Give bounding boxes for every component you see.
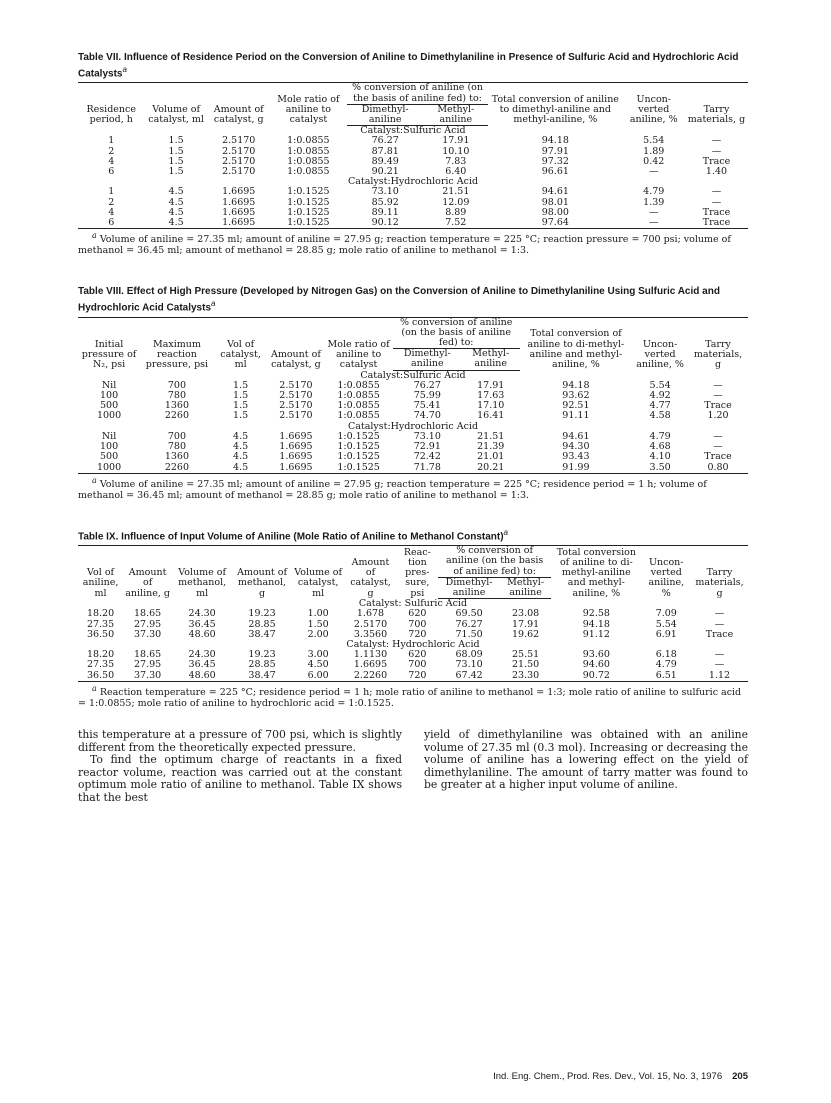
table-cell: 1:0.1525 <box>337 441 380 453</box>
table-cell: 700 <box>167 379 187 391</box>
catalyst-label: Catalyst:Hydrochloric Acid <box>347 420 479 432</box>
table-row <box>78 463 748 474</box>
table-cell: 36.50 <box>78 671 123 682</box>
table-cell: 92.51 <box>562 400 590 412</box>
table-cell: 1:0.0855 <box>287 145 330 157</box>
table-cell: — <box>711 196 722 208</box>
group-header: % conversion of aniline (on the basis of aniline fed) to: <box>347 83 488 104</box>
body-text <box>78 729 748 805</box>
table-cell: 23.08 <box>511 608 540 620</box>
table-cell: 2.5170 <box>279 410 313 422</box>
table-cell: 1.89 <box>643 145 665 157</box>
table-cell: 4.10 <box>649 451 671 463</box>
table-cell: 1:0.1525 <box>324 463 392 474</box>
col-header: Volume of methanol, ml <box>172 546 232 599</box>
col-header: Amount of catalyst, g <box>208 83 270 126</box>
table-cell: 720 <box>397 671 439 682</box>
table-cell: 6.51 <box>642 671 691 682</box>
table-cell: 19.62 <box>511 628 540 640</box>
table-cell: 4.77 <box>649 400 671 412</box>
table-cell: 94.61 <box>562 430 590 442</box>
table-cell: 1360 <box>164 400 190 412</box>
col-header: Uncon-verted aniline, % <box>632 317 688 370</box>
table-cell: 72.91 <box>413 441 441 453</box>
col-header: Methyl-aniline <box>500 577 551 598</box>
table-cell: 1360 <box>164 451 190 463</box>
table-cell: 90.12 <box>347 218 424 229</box>
table-cell: 1.6695 <box>208 218 270 229</box>
table-cell: 2.5170 <box>222 165 256 177</box>
table-cell: 28.85 <box>248 618 276 630</box>
table-cell: 1.5 <box>168 145 184 157</box>
col-header: Initial pressure of N₂, psi <box>78 317 140 370</box>
table-cell: 23.30 <box>500 671 551 682</box>
col-header: Vol of aniline, ml <box>78 546 123 599</box>
table-cell: 94.18 <box>541 135 569 147</box>
table-cell: 4.5 <box>233 441 249 453</box>
table-cell: 1.6695 <box>222 196 256 208</box>
table-cell: 2.5170 <box>222 135 256 147</box>
table-cell: 17.91 <box>442 135 470 147</box>
table-cell: 1.5 <box>233 410 249 422</box>
paragraph: yield of dimethylaniline was obtained with an aniline volume of 27.35 ml (0.3 mol). Increasing or decreasing the volume of aniline has a lowering effect on the yield of dimethylaniline. The amount of tarry matter was found to be greater at a higher input volume of aniline. <box>424 727 748 792</box>
table-cell: 2 <box>108 145 115 157</box>
table-cell: 1.5 <box>168 165 184 177</box>
table-cell: — <box>711 186 722 198</box>
catalyst-label: Catalyst: Hydrochloric Acid <box>346 639 480 651</box>
table-cell: Trace <box>704 451 732 463</box>
table-cell: 1.6695 <box>279 451 313 463</box>
table-cell: 19.23 <box>248 608 276 620</box>
table-cell: 620 <box>408 608 427 620</box>
table-cell: 4.68 <box>649 441 671 453</box>
table-cell: 1.5 <box>168 135 184 147</box>
col-header: Uncon-verted aniline, % <box>642 546 691 599</box>
table-8-title: Table VIII. Effect of High Pressure (Developed by Nitrogen Gas) on the Conversion of Aniline to Dimethylaniline Using Sulfuric Acid and Hydrochloric Acid Catalysts$^a$ <box>78 286 720 314</box>
table-cell: 4.5 <box>233 451 249 463</box>
table-cell: 1.5 <box>233 390 249 402</box>
table-cell: 4.5 <box>145 218 208 229</box>
table-cell: 1:0.1525 <box>287 206 330 218</box>
table-cell: 76.27 <box>371 135 399 147</box>
col-header: Uncon-verted aniline, % <box>623 83 685 126</box>
table-cell: 780 <box>167 390 187 402</box>
table-cell: — <box>714 659 725 671</box>
table-cell: — <box>711 145 722 157</box>
table-cell: 91.12 <box>582 628 610 640</box>
table-cell: 21.50 <box>511 659 540 671</box>
table-cell: 1.5 <box>233 400 249 412</box>
table-cell: 17.91 <box>511 618 540 630</box>
table-cell: 1.6695 <box>267 463 324 474</box>
table-cell: 90.21 <box>371 165 399 177</box>
table-cell: 27.95 <box>134 659 162 671</box>
col-header: Tarry materials, g <box>685 83 748 126</box>
table-cell: — <box>714 618 725 630</box>
table-cell: 1.5 <box>233 379 249 391</box>
table-cell: 3.3560 <box>353 628 388 640</box>
table-row <box>78 452 748 462</box>
table-cell: 2.00 <box>307 628 329 640</box>
table-cell: 1.40 <box>705 165 728 177</box>
table-cell: 24.30 <box>188 649 216 661</box>
table-cell: 1:0.1525 <box>287 186 330 198</box>
table-cell: 6.91 <box>655 628 677 640</box>
col-header: Maximum reaction pressure, psi <box>140 317 214 370</box>
table-cell: 89.49 <box>371 155 399 167</box>
table-7-title: Table VII. Influence of Residence Period on the Conversion of Aniline to Dimethylaniline in Presence of Sulfuric Acid and Hydrochloric Acid Catalysts$^a$ <box>78 52 739 80</box>
table-cell: Trace <box>702 206 731 218</box>
table-cell: 36.45 <box>188 659 216 671</box>
table-cell: 18.20 <box>86 608 115 620</box>
table-cell: — <box>713 430 723 442</box>
col-header: Vol of catalyst, ml <box>214 317 268 370</box>
table-cell: 1:0.1525 <box>337 451 380 463</box>
col-header: Total conversion of aniline to di-methyl-aniline and methyl-aniline, % <box>520 317 633 370</box>
table-cell: 92.58 <box>582 608 610 620</box>
table-cell: 500 <box>99 451 119 463</box>
table-cell: 5.54 <box>655 618 677 630</box>
table-cell: 4.5 <box>168 196 184 208</box>
table-cell: 21.01 <box>477 451 505 463</box>
table-cell: — <box>623 218 685 229</box>
table-cell: 21.51 <box>442 186 470 198</box>
table-cell: 48.60 <box>172 671 232 682</box>
table-cell: 100 <box>99 441 119 453</box>
col-header: Amount of methanol, g <box>232 546 292 599</box>
table-cell: 1.6695 <box>279 430 313 442</box>
col-header: Amount of catalyst, g <box>267 317 324 370</box>
left-column <box>78 729 402 805</box>
table-cell: 93.43 <box>562 451 590 463</box>
table-cell: 36.50 <box>86 628 115 640</box>
table-cell: 94.18 <box>562 379 590 391</box>
table-cell: — <box>714 649 725 661</box>
table-cell: 85.92 <box>371 196 399 208</box>
table-9-footnote: $^a$ Reaction temperature = 225 °C; residence period = 1 h; mole ratio of aniline to methanol = 1:3; mole ratio of aniline to sulfuric acid = 1:0.0855; mole ratio of aniline to hydrochloric acid = 1:0.1525. <box>78 683 742 709</box>
col-header: Dimethyl-aniline <box>438 577 500 598</box>
table-cell: 69.50 <box>455 608 483 620</box>
table-cell: 2.5170 <box>222 155 256 167</box>
table-cell: 27.35 <box>86 659 115 671</box>
table-cell: 68.09 <box>455 649 483 661</box>
table-cell: 1.00 <box>307 608 329 620</box>
col-header: Reac-tion pres-sure, psi <box>397 546 439 599</box>
table-cell: 73.10 <box>413 430 441 442</box>
table-cell: 1.50 <box>307 618 329 630</box>
table-cell: 18.20 <box>86 649 115 661</box>
table-cell: Trace <box>702 155 731 167</box>
table-cell: 93.62 <box>562 390 590 402</box>
table-cell: — <box>714 608 725 620</box>
page-footer <box>78 1071 748 1082</box>
table-cell: 700 <box>408 659 427 671</box>
table-cell: 6 <box>78 218 145 229</box>
table-cell: 73.10 <box>455 659 483 671</box>
table-cell: 4.79 <box>655 659 677 671</box>
table-cell: 76.27 <box>413 379 441 391</box>
table-cell: 1.6695 <box>353 659 388 671</box>
table-cell: 94.18 <box>582 618 610 630</box>
table-cell: 1:0.0855 <box>337 410 380 422</box>
table-cell: 1:0.0855 <box>287 165 330 177</box>
page <box>78 52 748 805</box>
col-header: Residence period, h <box>78 83 145 126</box>
table-cell: 1.6695 <box>279 441 313 453</box>
table-cell: 620 <box>408 649 427 661</box>
table-cell: 1.12 <box>691 671 748 682</box>
table-row <box>78 218 748 229</box>
group-header: % conversion of aniline (on the basis of aniline fed) to: <box>438 546 551 578</box>
table-cell: 7.09 <box>655 608 677 620</box>
table-cell: 6 <box>108 165 115 177</box>
table-cell: 91.11 <box>562 410 590 422</box>
table-cell: 1:0.1525 <box>337 430 380 442</box>
table-cell: 7.52 <box>423 218 488 229</box>
table-cell: 96.61 <box>541 165 569 177</box>
table-cell: 4.5 <box>214 463 268 474</box>
table-cell: Trace <box>704 400 732 412</box>
table-cell: 700 <box>167 430 187 442</box>
table-7 <box>78 82 748 229</box>
table-cell: 2260 <box>140 463 214 474</box>
table-cell: 75.99 <box>413 390 441 402</box>
table-cell: 75.41 <box>413 400 441 412</box>
table-cell: 2.5170 <box>279 390 313 402</box>
table-cell: 98.01 <box>541 196 569 208</box>
table-cell: Nil <box>101 430 117 442</box>
table-cell: 1 <box>108 186 115 198</box>
page-number: 205 <box>732 1071 748 1082</box>
table-cell: 4 <box>108 155 115 167</box>
table-cell: 2.5170 <box>279 379 313 391</box>
table-cell: 71.78 <box>393 463 462 474</box>
paragraph: this temperature at a pressure of 700 psi, which is slightly different from the theoretically expected pressure. <box>78 727 402 754</box>
table-cell: 1.39 <box>643 196 665 208</box>
table-cell: 97.32 <box>541 155 569 167</box>
table-cell: 97.91 <box>541 145 569 157</box>
table-cell: 100 <box>99 390 119 402</box>
table-cell: 1.6695 <box>222 186 256 198</box>
table-cell: 17.63 <box>477 390 505 402</box>
table-cell: 19.23 <box>248 649 276 661</box>
table-cell: 1.1130 <box>353 649 388 661</box>
table-8-footnote: $^a$ Volume of aniline = 27.35 ml; amount of aniline = 27.95 g; reaction temperature = 225 °C; residence period = 1 h; volume of methanol = 36.45 ml; amount of methanol = 28.85 g; mole ratio of aniline to methanol = 1:3. <box>78 475 707 501</box>
table-cell: 18.65 <box>134 608 162 620</box>
table-cell: 2.5170 <box>279 400 313 412</box>
col-header: Total conversion of aniline to dimethyl-aniline and methyl-aniline, % <box>488 83 622 126</box>
table-cell: 36.45 <box>188 618 216 630</box>
table-cell: — <box>713 379 723 391</box>
table-cell: 1:0.1525 <box>270 218 347 229</box>
table-cell: 17.10 <box>477 400 505 412</box>
table-cell: 1:0.0855 <box>287 155 330 167</box>
table-cell: 37.30 <box>134 628 162 640</box>
table-cell: 20.21 <box>462 463 520 474</box>
catalyst-label: Catalyst:Hydrochloric Acid <box>347 176 479 188</box>
table-cell: 1:0.0855 <box>337 400 380 412</box>
table-cell: 93.60 <box>582 649 610 661</box>
table-cell: 25.51 <box>511 649 540 661</box>
table-cell: 1:0.1525 <box>287 196 330 208</box>
table-cell: 1:0.0855 <box>287 135 330 147</box>
table-cell: 89.11 <box>371 206 399 218</box>
table-cell: 17.91 <box>477 379 505 391</box>
table-cell: 1.5 <box>168 155 184 167</box>
table-cell: 1000 <box>78 463 140 474</box>
table-cell: 87.81 <box>371 145 399 157</box>
table-cell: 1:0.0855 <box>337 379 380 391</box>
table-cell: 38.47 <box>248 628 276 640</box>
table-cell: 48.60 <box>188 628 216 640</box>
table-cell: 0.80 <box>688 463 748 474</box>
table-cell: 1.20 <box>707 410 729 422</box>
table-cell: 7.83 <box>445 155 467 167</box>
table-cell: 4.58 <box>649 410 671 422</box>
table-cell: 97.64 <box>488 218 622 229</box>
table-cell: 6.40 <box>445 165 467 177</box>
group-header: % conversion of aniline (on the basis of aniline fed) to: <box>393 317 520 349</box>
table-cell: 720 <box>408 628 427 640</box>
table-8-body <box>78 370 748 473</box>
catalyst-label: Catalyst:Sulfuric Acid <box>360 369 466 381</box>
table-cell: 24.30 <box>188 608 216 620</box>
table-cell: Trace <box>685 218 748 229</box>
table-cell: 4.92 <box>649 390 671 402</box>
table-cell: 1.678 <box>356 608 385 620</box>
table-cell: 2260 <box>164 410 190 422</box>
col-header: Methyl-aniline <box>462 349 520 370</box>
table-cell: 4 <box>108 206 115 218</box>
table-cell: 73.10 <box>371 186 399 198</box>
table-cell: Nil <box>101 379 117 391</box>
table-cell: — <box>713 441 723 453</box>
col-header: Tarry materials, g <box>691 546 748 599</box>
table-cell: 71.50 <box>455 628 483 640</box>
col-header: Methyl-aniline <box>423 104 488 125</box>
col-header: Dimethyl-aniline <box>347 104 424 125</box>
table-cell: 4.5 <box>233 430 249 442</box>
right-column <box>424 729 748 805</box>
table-cell: 72.42 <box>413 451 441 463</box>
table-cell: 37.30 <box>123 671 172 682</box>
table-cell: 94.61 <box>541 186 569 198</box>
table-cell: — <box>649 206 659 218</box>
table-cell: 2 <box>108 196 115 208</box>
journal-citation: Ind. Eng. Chem., Prod. Res. Dev., Vol. 15, No. 3, 1976 <box>493 1071 723 1082</box>
catalyst-label: Catalyst: Sulfuric Acid <box>358 598 468 610</box>
col-header: Volume of catalyst, ml <box>145 83 208 126</box>
table-cell: 74.70 <box>413 410 441 422</box>
table-cell: 21.39 <box>477 441 505 453</box>
table-cell: 5.54 <box>643 135 665 147</box>
table-cell: 21.51 <box>477 430 505 442</box>
table-cell: 94.30 <box>562 441 590 453</box>
col-header: Amount of aniline, g <box>123 546 172 599</box>
col-header: Mole ratio of aniline to catalyst <box>324 317 392 370</box>
table-cell: 28.85 <box>248 659 276 671</box>
table-cell: 6.00 <box>292 671 345 682</box>
table-row <box>78 671 748 682</box>
table-cell: 12.09 <box>442 196 470 208</box>
table-cell: 5.54 <box>649 379 671 391</box>
table-cell: 2.5170 <box>353 618 388 630</box>
table-9 <box>78 545 748 682</box>
table-cell: 0.42 <box>643 155 665 167</box>
table-cell: 27.95 <box>134 618 162 630</box>
table-cell: 4.5 <box>168 206 184 218</box>
table-cell: 6.18 <box>655 649 677 661</box>
table-cell: 10.10 <box>442 145 470 157</box>
table-7-footnote: $^a$ Volume of aniline = 27.35 ml; amount of aniline = 27.95 g; reaction temperature = 225 °C; reaction pressure = 700 psi; volume of methanol = 36.45 ml; amount of methanol = 28.85 g; mole ratio of aniline to methanol = 1:3. <box>78 231 731 257</box>
table-cell: 27.35 <box>86 618 115 630</box>
table-cell: 16.41 <box>477 410 505 422</box>
table-cell: 94.60 <box>582 659 610 671</box>
table-7-body <box>78 126 748 229</box>
table-cell: 67.42 <box>438 671 500 682</box>
paragraph: To find the optimum charge of reactants in a fixed reactor volume, reaction was carried out at the constant optimum mole ratio of aniline to methanol. Table IX shows that the best <box>78 753 402 804</box>
table-cell: 3.00 <box>307 649 329 661</box>
table-cell: 1000 <box>96 410 122 422</box>
table-9-body <box>78 599 748 682</box>
col-header: Volume of catalyst, ml <box>292 546 345 599</box>
table-cell: — <box>711 135 722 147</box>
table-cell: 8.89 <box>445 206 467 218</box>
table-cell: 1 <box>108 135 115 147</box>
col-header: Mole ratio of aniline to catalyst <box>270 83 347 126</box>
table-cell: 90.72 <box>551 671 641 682</box>
table-cell: 3.50 <box>632 463 688 474</box>
col-header: Total conversion of aniline to di-methyl-aniline and methyl-aniline, % <box>551 546 641 599</box>
table-cell: 4.79 <box>643 186 665 198</box>
table-cell: Trace <box>705 628 734 640</box>
table-cell: 780 <box>167 441 187 453</box>
table-cell: 4.79 <box>649 430 671 442</box>
table-cell: 18.65 <box>134 649 162 661</box>
catalyst-label: Catalyst:Sulfuric Acid <box>360 125 466 137</box>
table-cell: — <box>713 390 723 402</box>
table-cell: 1:0.0855 <box>337 390 380 402</box>
col-header: Dimethyl-aniline <box>393 349 462 370</box>
table-cell: 700 <box>408 618 427 630</box>
table-cell: 76.27 <box>455 618 483 630</box>
table-cell: 500 <box>99 400 119 412</box>
table-cell: 98.00 <box>541 206 569 218</box>
table-cell: 4.50 <box>307 659 329 671</box>
table-9-title: Table IX. Influence of Input Volume of Aniline (Mole Ratio of Aniline to Methanol Constant)$^a$ <box>78 527 508 543</box>
table-cell: — <box>649 165 659 177</box>
table-cell: 38.47 <box>232 671 292 682</box>
table-cell: 4.5 <box>168 186 184 198</box>
col-header: Tarry materials, g <box>688 317 748 370</box>
col-header: Amount of catalyst, g <box>344 546 396 599</box>
table-8 <box>78 317 748 474</box>
table-cell: 91.99 <box>520 463 633 474</box>
table-cell: 2.5170 <box>222 145 256 157</box>
table-cell: 2.2260 <box>344 671 396 682</box>
table-cell: 1.6695 <box>222 206 256 218</box>
